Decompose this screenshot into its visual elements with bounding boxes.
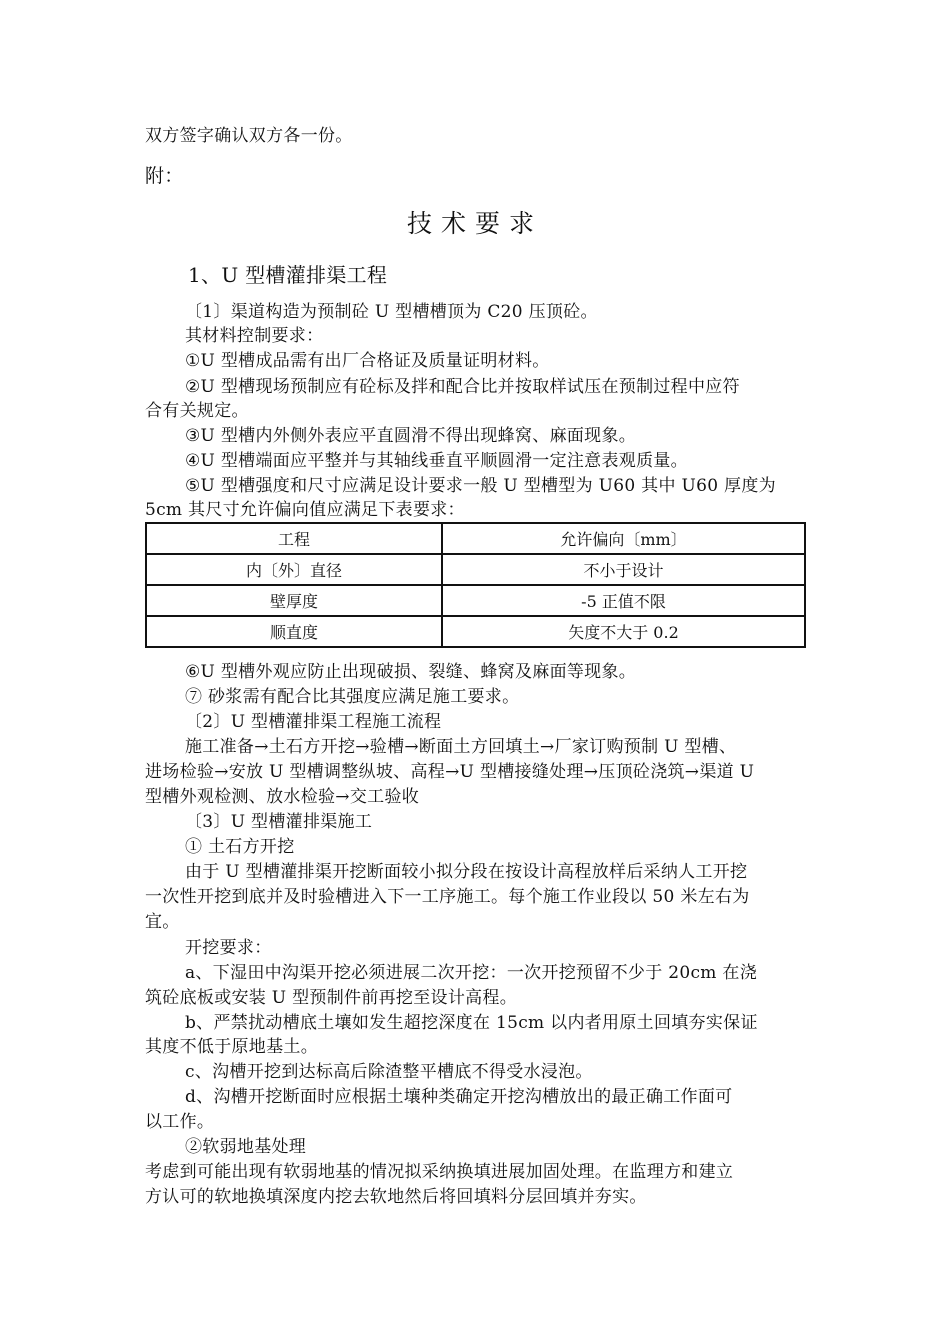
table-cell: 壁厚度 xyxy=(146,585,442,616)
paragraph: b、严禁扰动槽底土壤如发生超挖深度在 15cm 以内者用原土回填夯实保证 xyxy=(185,1013,758,1033)
section1-heading: 1、U 型槽灌排渠工程 xyxy=(188,263,388,287)
paragraph: 由于 U 型槽灌排渠开挖断面较小拟分段在按设计高程放样后采纳人工开挖 xyxy=(185,862,748,882)
table-cell: 矢度不大于 0.2 xyxy=(442,616,805,647)
paragraph: 一次性开挖到底并及时验槽进入下一工序施工。每个施工作业段以 50 米左右为 xyxy=(145,887,750,907)
table-row xyxy=(146,585,805,616)
paragraph: 〔2〕U 型槽灌排渠工程施工流程 xyxy=(185,712,442,732)
paragraph: ②软弱地基处理 xyxy=(185,1137,307,1157)
table-header-cell: 允许偏向〔mm〕 xyxy=(442,523,805,554)
paragraph: 开挖要求： xyxy=(185,938,272,958)
paragraph: 进场检验→安放 U 型槽调整纵坡、高程→U 型槽接缝处理→压顶砼浇筑→渠道 U xyxy=(145,762,755,782)
table-row xyxy=(146,616,805,647)
paragraph: 〔3〕U 型槽灌排渠施工 xyxy=(185,812,373,832)
paragraph: 宜。 xyxy=(145,912,180,932)
paragraph: ①U 型槽成品需有出厂合格证及质量证明材料。 xyxy=(185,351,550,371)
paragraph: 〔1〕渠道构造为预制砼 U 型槽槽顶为 C20 压顶砼。 xyxy=(185,302,598,322)
paragraph: ⑤U 型槽强度和尺寸应满足设计要求一般 U 型槽型为 U60 其中 U60 厚度为 xyxy=(185,476,776,496)
table-cell: -5 正值不限 xyxy=(442,585,805,616)
paragraph: c、沟槽开挖到达标高后除渣整平槽底不得受水浸泡。 xyxy=(185,1062,593,1082)
attachment-label: 附： xyxy=(145,165,184,187)
paragraph: 以工作。 xyxy=(145,1112,215,1132)
intro-line: 双方签字确认双方各一份。 xyxy=(145,126,353,146)
paragraph: d、沟槽开挖断面时应根据土壤种类确定开挖沟槽放出的最正确工作面可 xyxy=(185,1087,733,1107)
table-cell: 内〔外〕直径 xyxy=(146,554,442,585)
paragraph: 型槽外观检测、放水检验→交工验收 xyxy=(145,787,420,807)
paragraph: 考虑到可能出现有软弱地基的情况拟采纳换填进展加固处理。在监理方和建立 xyxy=(145,1162,734,1182)
paragraph: 方认可的软地换填深度内挖去软地然后将回填料分层回填并夯实。 xyxy=(145,1187,647,1207)
table-header-cell: 工程 xyxy=(146,523,442,554)
paragraph: a、下湿田中沟渠开挖必须进展二次开挖：一次开挖预留不少于 20cm 在浇 xyxy=(185,963,758,983)
paragraph: 其材料控制要求： xyxy=(185,326,324,346)
paragraph: 合有关规定。 xyxy=(145,401,249,421)
paragraph: 施工准备→土石方开挖→验槽→断面土方回填土→厂家订购预制 U 型槽、 xyxy=(185,737,737,757)
page-title: 技术要求 xyxy=(406,209,543,238)
table-row xyxy=(146,554,805,585)
paragraph: ③U 型槽内外侧外表应平直圆滑不得出现蜂窝、麻面现象。 xyxy=(185,426,637,446)
table-cell: 不小于设计 xyxy=(442,554,805,585)
paragraph: 筑砼底板或安装 U 型预制件前再挖至设计高程。 xyxy=(145,988,518,1008)
table-header-row xyxy=(146,523,805,554)
paragraph: ⑥U 型槽外观应防止出现破损、裂缝、蜂窝及麻面等现象。 xyxy=(185,662,637,682)
tolerance-table xyxy=(145,522,806,648)
paragraph: ① 土石方开挖 xyxy=(185,837,295,857)
paragraph: ②U 型槽现场预制应有砼标及拌和配合比并按取样试压在预制过程中应符 xyxy=(185,377,740,397)
paragraph: ⑦ 砂浆需有配合比其强度应满足施工要求。 xyxy=(185,687,520,707)
paragraph: ④U 型槽端面应平整并与其轴线垂直平顺圆滑一定注意表观质量。 xyxy=(185,451,688,471)
paragraph: 其度不低于原地基土。 xyxy=(145,1037,318,1057)
paragraph: 5cm 其尺寸允许偏向值应满足下表要求： xyxy=(145,500,465,520)
table-cell: 顺直度 xyxy=(146,616,442,647)
